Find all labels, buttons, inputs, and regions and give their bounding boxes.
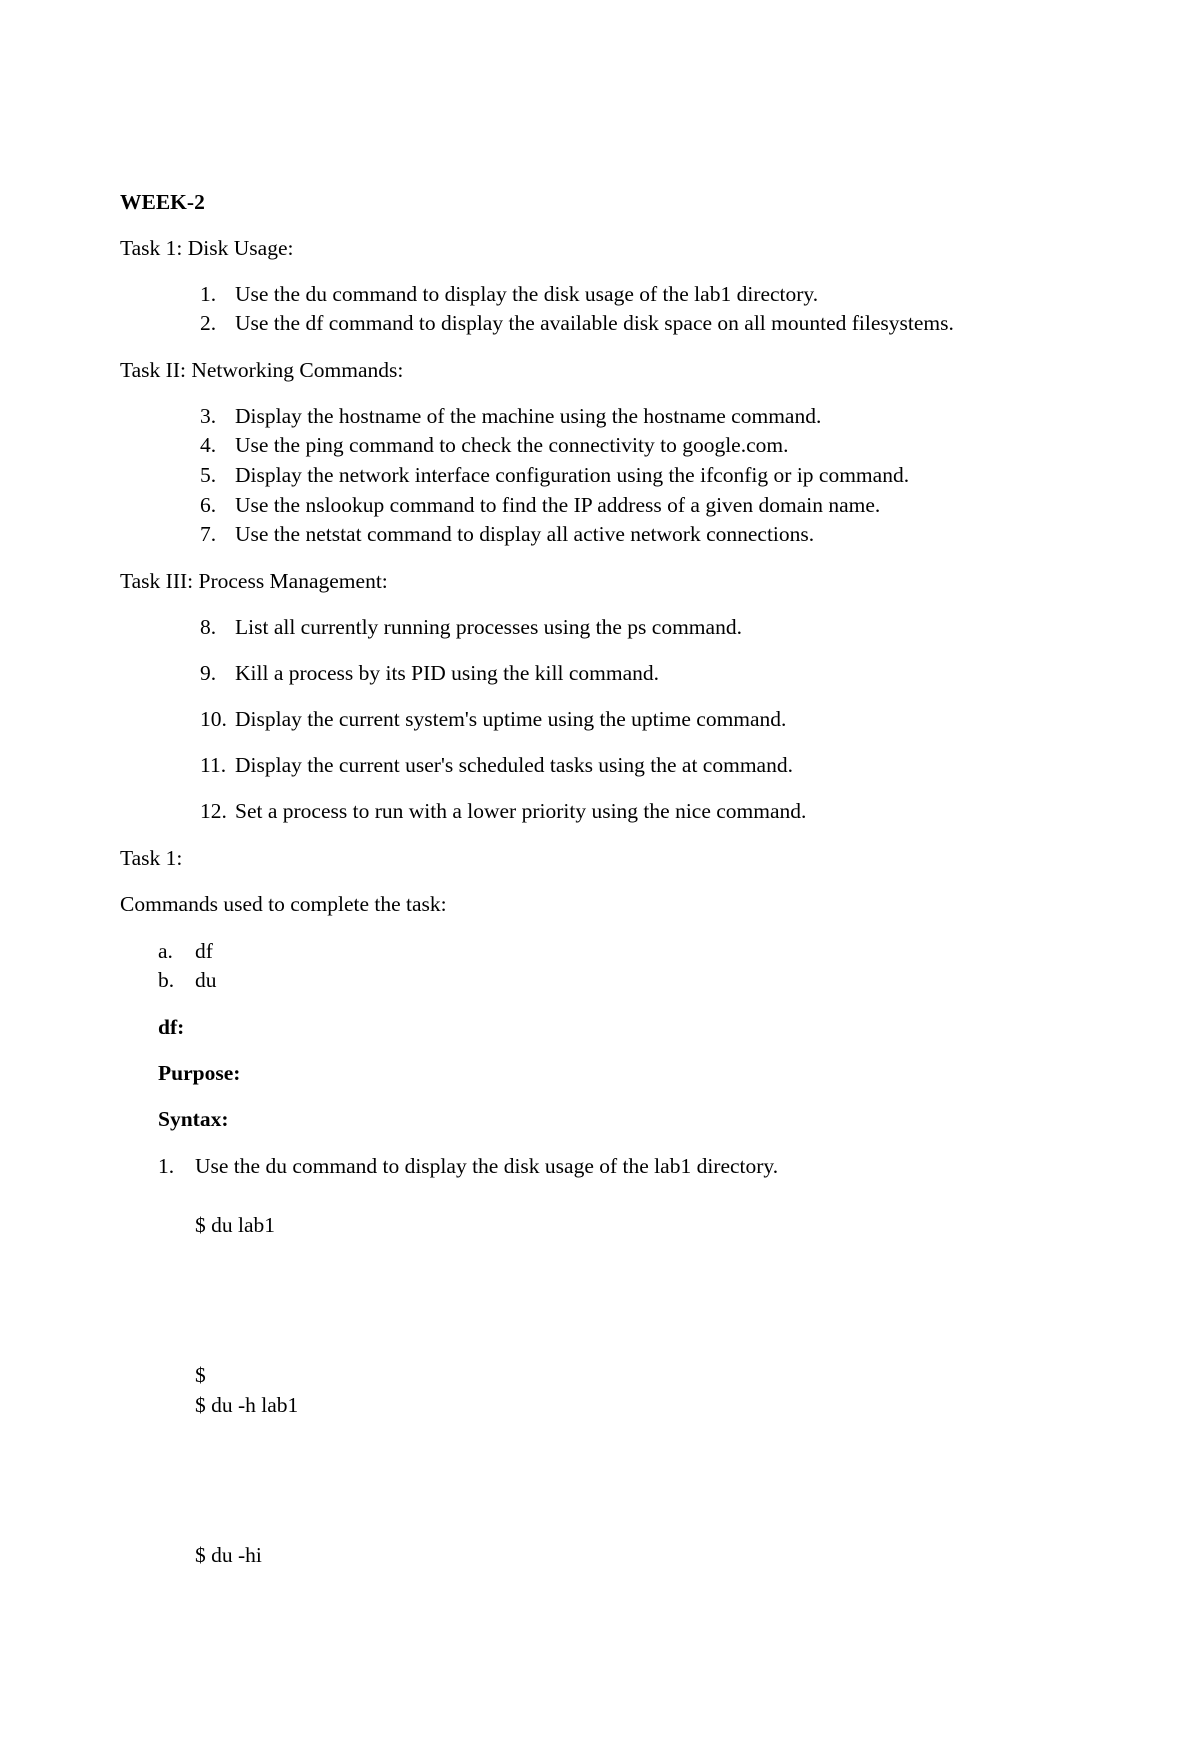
command-prompt: $ [195, 1363, 206, 1387]
task2-heading: Task II: Networking Commands: [120, 358, 404, 382]
list-item-text: Display the current user's scheduled tasks using the at command. [235, 753, 793, 777]
list-item-text: Kill a process by its PID using the kill command. [235, 661, 659, 685]
list-item-text: Display the current system's uptime using the uptime command. [235, 707, 787, 731]
list-item-number: 5. [200, 463, 217, 487]
command-list-text: df [195, 939, 213, 963]
list-item-text: Display the network interface configuration using the ifconfig or ip command. [235, 463, 910, 487]
commands-intro: Commands used to complete the task: [120, 892, 447, 916]
list-item-number: 6. [200, 493, 217, 517]
answer-heading: Task 1: [120, 846, 183, 870]
week-title: WEEK-2 [120, 190, 205, 214]
command-list-marker: a. [158, 939, 173, 963]
list-item-number: 3. [200, 404, 217, 428]
list-item-text: List all currently running processes using the ps command. [235, 615, 742, 639]
command-du-h-lab1: $ du -h lab1 [195, 1393, 299, 1417]
list-item-text: Use the netstat command to display all active network connections. [235, 522, 815, 546]
purpose-label: Purpose: [158, 1061, 241, 1085]
list-item-text: Use the df command to display the available disk space on all mounted filesystems. [235, 311, 954, 335]
list-item-number: 8. [200, 615, 217, 639]
list-item-text: Use the nslookup command to find the IP address of a given domain name. [235, 493, 881, 517]
df-label: df: [158, 1015, 185, 1039]
task1-heading: Task 1: Disk Usage: [120, 236, 294, 260]
list-item-number: 12. [200, 799, 227, 823]
list-item-text: Use the ping command to check the connectivity to google.com. [235, 433, 789, 457]
list-item-number: 1. [200, 282, 217, 306]
list-item-number: 9. [200, 661, 217, 685]
command-list-marker: b. [158, 968, 175, 992]
list-item-text: Use the du command to display the disk usage of the lab1 directory. [235, 282, 819, 306]
list-item-number: 11. [200, 753, 227, 777]
command-du-hi: $ du -hi [195, 1543, 262, 1567]
list-item-number: 4. [200, 433, 217, 457]
step-number: 1. [158, 1154, 175, 1178]
command-list-text: du [195, 968, 217, 992]
command-du-lab1: $ du lab1 [195, 1213, 276, 1237]
syntax-label: Syntax: [158, 1107, 229, 1131]
task3-heading: Task III: Process Management: [120, 569, 388, 593]
list-item-number: 2. [200, 311, 217, 335]
list-item-number: 10. [200, 707, 227, 731]
list-item-text: Display the hostname of the machine using the hostname command. [235, 404, 822, 428]
list-item-text: Set a process to run with a lower priority using the nice command. [235, 799, 807, 823]
step-text: Use the du command to display the disk usage of the lab1 directory. [195, 1154, 779, 1178]
list-item-number: 7. [200, 522, 217, 546]
